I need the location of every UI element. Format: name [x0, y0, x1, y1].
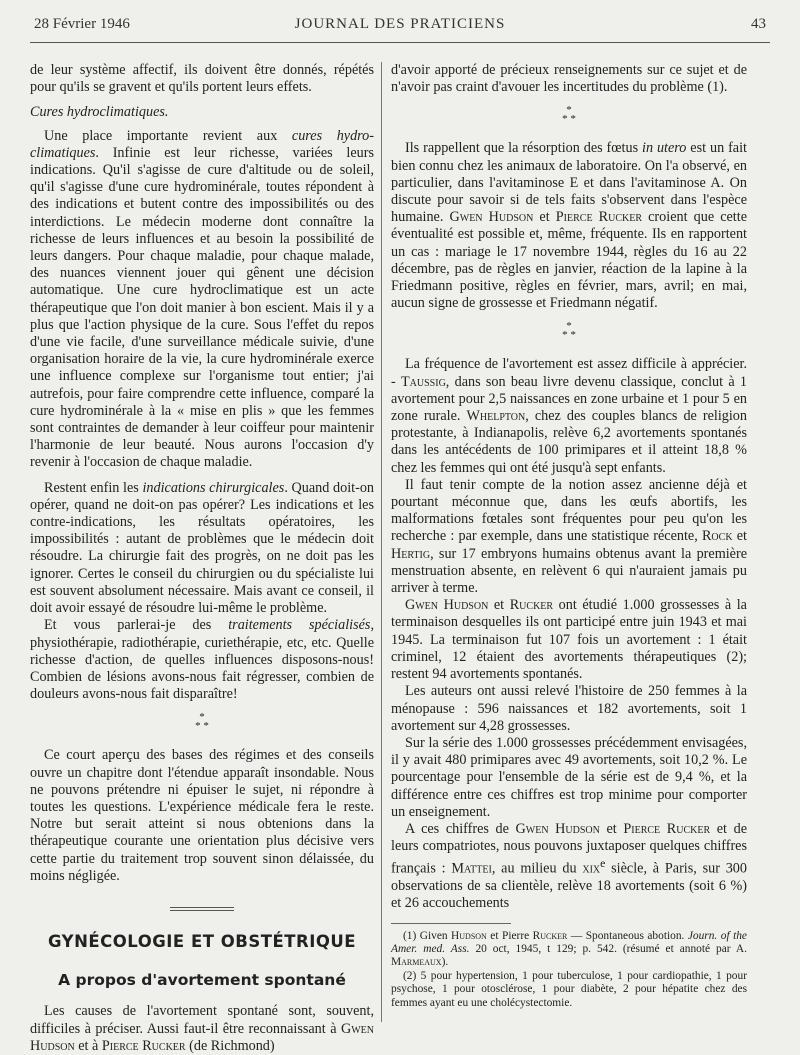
footnote-2: (2) 5 pour hypertension, 1 pour tuberculose, 1 pour cardiopathie, 1 pour psychose, 1 pour otosclérose, 1 pour diabète, 2 pour hépatite chez des femmes ayant eu une cholécystectomie.	[391, 969, 747, 1009]
section-stars: * * *	[562, 320, 576, 342]
paragraph: de leur système affectif, ils doivent être donnés, répétés pour qu'ils se gravent et qu'ils portent leurs effets.	[30, 62, 374, 96]
paragraph: Les auteurs ont aussi relevé l'histoire de 250 femmes à la ménopause : 596 naissances et 182 avortements, soit 1 avortement sur 4,28 grossesses.	[391, 683, 747, 734]
paragraph: Une place importante revient aux cures hydro-climatiques. Infinie est leur richesse, variées leurs indications. Qu'il s'agisse de cure d'altitude ou de soleil, qu'il s'agisse d'une cure hydrominérale, toutes répondent à des indications et butent contre des impossibilités ou des interdictions. Le médecin moderne dont connaître la richesse de leurs influences et au besoin la possibilité de leurs dangers. Pour chaque maladie, pour chaque malade, des nuances viennent jouer qui gênent une décision automatique. Une cure hydroclimatique est un acte thérapeutique que l'on doit manier à bon escient. Mais il y a plus que l'action physique de la cure. Sous l'effet du repos d'une vie facile, d'une surveillance médicale suivie, d'une organisation horaire de la vie, la cure hydrominérale exerce une influence complexe sur l'organisme tout entier; j'ai autrefois, pour faire comprendre cette influence, comparé la cure hydrominérale à la « mise en plis » que les femmes sont contraintes de demander à leur coiffeur pour maintenir l'harmonie de leur beauté. Nous aurons l'occasion d'y revenir à l'occasion de chaque maladie.	[30, 127, 374, 471]
footnote-rule	[391, 923, 511, 924]
journal-title: JOURNAL DES PRATICIENS	[294, 16, 506, 32]
issue-date: 28 Février 1946	[34, 16, 130, 32]
left-column	[30, 62, 374, 1055]
article-title: A propos d'avortement spontané	[58, 971, 346, 990]
section-title: GYNÉCOLOGIE ET OBSTÉTRIQUE	[47, 931, 357, 951]
right-column	[391, 62, 747, 1010]
column-separator	[381, 62, 382, 1022]
paragraph: La fréquence de l'avortement est assez difficile à apprécier. - Taussig, dans son beau livre devenu classique, conclut à 1 avortement pour 2,5 naissances en zone urbaine et 1 pour 5 en zone rurale. Whelpton, chez des couples blancs de religion protestante, à Indianapolis, relève 6,2 avortements spontanés dans les antécédents de 100 primipares et il atteint 18,8 % chez les femmes qui ont été jusqu'à sept enfants.	[391, 356, 747, 476]
paragraph: Ce court aperçu des bases des régimes et des conseils ouvre un chapitre dont l'étendue apparaît insondable. Nous ne pouvons prétendre ni épuiser le sujet, ni répondre à toutes les questions. L'expérience médicale fera le reste. Notre but serait atteint si nous obtenions dans la thérapeutique courante une orientation plus décisive vers cette partie du traitement trop souvent sinon délaissée, du moins négligée.	[30, 747, 374, 884]
section-stars: * * *	[195, 711, 209, 733]
page-header	[34, 16, 766, 40]
page-number: 43	[751, 16, 766, 32]
header-rule	[30, 42, 770, 43]
subheading-cures: Cures hydroclimatiques.	[30, 104, 169, 121]
paragraph: Gwen Hudson et Rucker ont étudié 1.000 grossesses à la terminaison desquelles ils ont participé entre juin 1943 et mai 1945. La terminaison fut 107 fois un avortement : 1 était criminel, 12 étaient des avortements thérapeutiques (2); restent 94 avortements spontanés.	[391, 597, 747, 683]
paragraph: Les causes de l'avortement spontané sont, souvent, difficiles à préciser. Aussi faut-il être reconnaissant à Gwen Hudson et à Pierce Rucker (de Richmond)	[30, 1003, 374, 1054]
paragraph: d'avoir apporté de précieux renseignements sur ce sujet et de n'avoir pas craint d'avouer les incertitudes du problème (1).	[391, 62, 747, 96]
paragraph: Restent enfin les indications chirurgicales. Quand doit-on opérer, quand ne doit-on pas opérer? Les indications et les contre-indications, les résultats opératoires, les impossibilités : autant de problèmes que le médecin doit résoudre. La chirurgie fait des progrès, on ne doit pas les ignorer. Certes le conseil du chirurgien ou du spécialiste lui est souvent absolument nécessaire. Mais avant ce conseil, il doit avoir essayé de résoudre lui-même le problème.	[30, 479, 375, 617]
paragraph: Il faut tenir compte de la notion assez ancienne déjà et pourtant méconnue que, dans les œufs abortifs, les malformations fœtales sont fréquentes pour peu qu'on les recherche : par exemple, dans une statistique récente, Rock et Hertig, sur 17 embryons humains obtenus avant la première menstruation absente, en relèvent 6 qui n'auraient jamais pu arriver à terme.	[391, 476, 747, 597]
paragraph: Ils rappellent que la résorption des fœtus in utero est un fait bien connu chez les animaux de laboratoire. On l'a observé, en particulier, dans l'avitaminose E et dans l'avitaminose A. On discute pour savoir si de tels faits s'observent dans l'espèce humaine. Gwen Hudson et Pierce Rucker croient que cette éventualité est possible et, même, fréquente. Ils en rapportent un cas : mariage le 17 novembre 1944, règles du 16 au 22 décembre, pas de règles en janvier, réaction de la lapine à la Friedmann positive, règles en février, mars, avril; en mai, aucun signe de grossesse et Friedmann négatif.	[391, 140, 747, 312]
paragraph: A ces chiffres de Gwen Hudson et Pierce Rucker et de leurs compatriotes, nous pouvons juxtaposer quelques chiffres français : Mattei, au milieu du xix$^e$ siècle, à Paris, sur 300 observations de sa clientèle, relève 18 avortements (soit 6 %) et 26 accouchements	[391, 820, 747, 912]
section-divider	[170, 907, 234, 911]
section-stars: * * *	[562, 104, 576, 126]
footnotes	[391, 930, 747, 1010]
footnote-1: (1) Given Hudson et Pierre Rucker — Spontaneous abotion. Journ. of the Amer. med. Ass. 20 oct, 1945, t 129; p. 542. (résumé et annoté par A. Marmeaux).	[391, 929, 747, 969]
paragraph: Sur la série des 1.000 grossesses précédemment envisagées, il y avait 480 primipares avec 49 avortements, soit 10,2 %. Le pourcentage pour l'ensemble de la série est de 9,4 %, et la différence entre ces chiffres est trop minime pour comporter un enseignement.	[391, 734, 747, 820]
paragraph: Et vous parlerai-je des traitements spécialisés, physiothérapie, radiothérapie, curiethérapie, etc, etc. Quelle richesse d'action, de quelles influences disposons-nous! Combien de lésions avons-nous fait régresser, combien de douleurs avons-nous fait disparaître!	[30, 617, 374, 703]
